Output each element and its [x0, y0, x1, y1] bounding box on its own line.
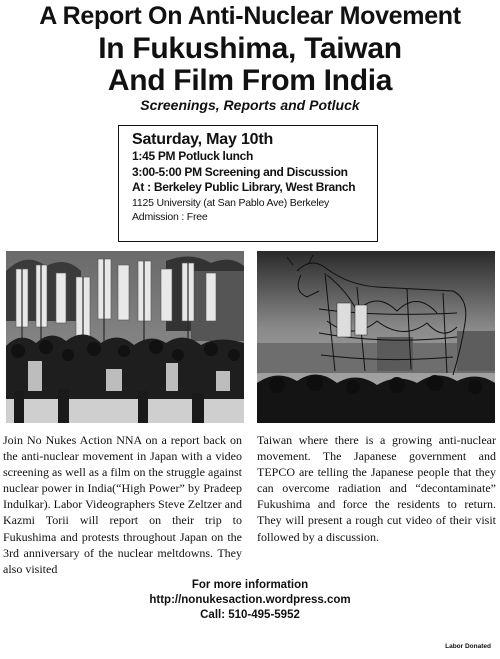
title-line-1: A Report On Anti-Nuclear Movement — [39, 2, 461, 30]
body-text-left-column: Join No Nukes Action NNA on a report back on the anti-nuclear movement in Japan with a video screening as well as a film on the struggle against nuclear power in India(“High Power” by Pradeep Indulkar). Labor Videographers Steve Zeltzer and Kazmi Torii will report on their trip to Fukushima and protests throughout Japan on the 3rd anniversary of the nuclear meltdowns. They also visited — [3, 433, 242, 576]
protest-crowd-photo — [6, 251, 244, 423]
labor-donated-credit: Labor Donated — [445, 643, 491, 650]
event-admission: Admission : Free — [132, 211, 208, 223]
event-date: Saturday, May 10th — [132, 131, 274, 148]
event-address: 1125 University (at San Pablo Ave) Berkeley — [132, 196, 330, 209]
event-location: At : Berkeley Public Library, West Branch — [132, 180, 356, 194]
footer-more-info: For more information — [191, 579, 309, 591]
body-text-right-column: Taiwan where there is a growing anti-nuclear movement. The Japanese government and TEPCO are telling the Japanese people that they can overcome radiation and “decontaminate” Fukushima and force the residents to return. They will present a rough cut video of their visit followed by a discussion. — [257, 433, 496, 544]
footer-website-link[interactable]: http://nonukesaction.wordpress.com — [149, 594, 351, 606]
event-info-box — [118, 125, 378, 242]
event-potluck-time: 1:45 PM Potluck lunch — [132, 149, 254, 163]
wire-cow-sculpture-photo — [257, 251, 495, 423]
event-screening-time: 3:00-5:00 PM Screening and Discussion — [132, 164, 348, 179]
title-line-2: In Fukushima, Taiwan — [98, 32, 402, 65]
footer-phone: Call: 510-495-5952 — [200, 609, 300, 621]
subtitle: Screenings, Reports and Potluck — [140, 97, 360, 113]
title-line-3: And Film From India — [107, 64, 393, 97]
